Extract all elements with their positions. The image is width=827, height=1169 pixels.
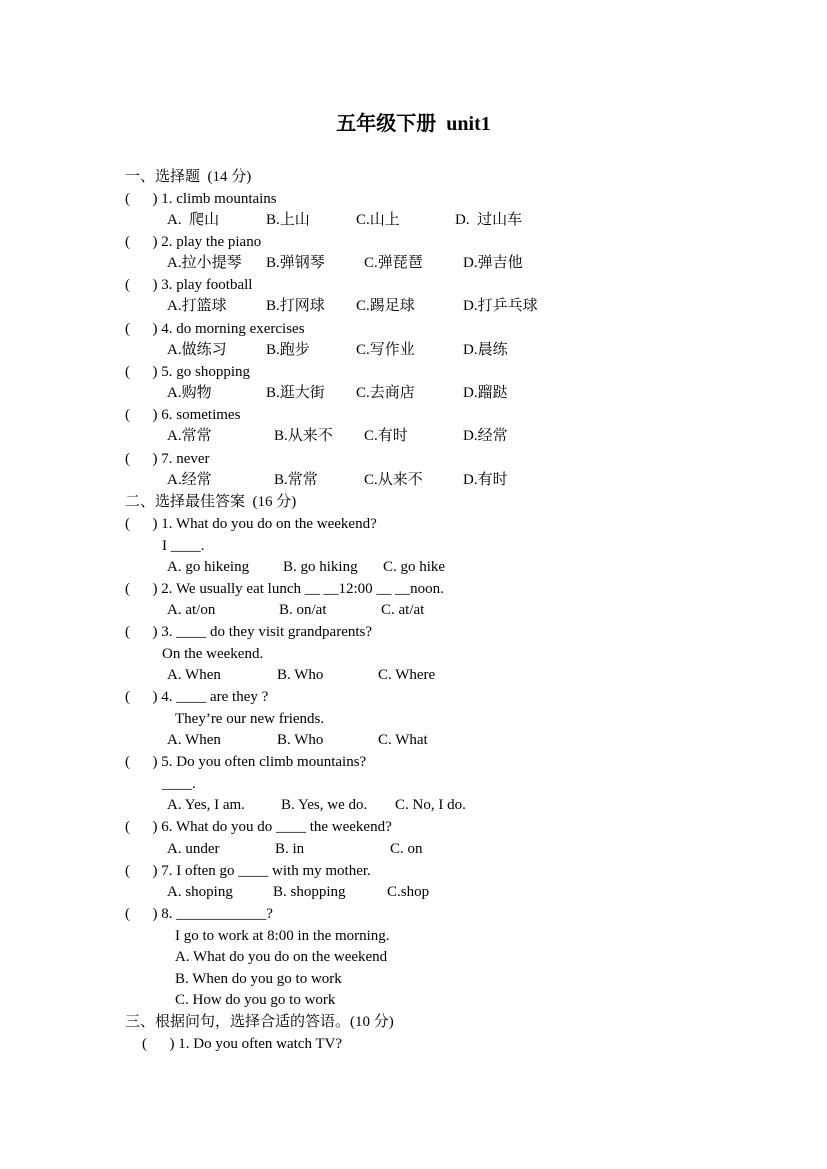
page-title: 五年级下册 unit1 bbox=[336, 113, 491, 135]
option-c: C. What bbox=[378, 732, 428, 748]
option-a: A.拉小提琴 bbox=[167, 255, 242, 271]
option-c: C. No, I do. bbox=[395, 797, 466, 813]
answer-line: I ____. bbox=[162, 538, 205, 554]
question-stem: ( ) 1. climb mountains bbox=[125, 191, 277, 207]
option-b: B. in bbox=[275, 841, 305, 857]
answer-line: ____. bbox=[162, 776, 196, 792]
answer-line: I go to work at 8:00 in the morning. bbox=[175, 928, 390, 944]
section-heading: 二、选择最佳答案 (16 分) bbox=[125, 494, 297, 510]
question-stem: ( ) 6. What do you do ____ the weekend? bbox=[125, 819, 392, 835]
option-c: C.弹琵琶 bbox=[364, 255, 423, 271]
option-a: A.经常 bbox=[167, 472, 212, 488]
option-b: B.跑步 bbox=[266, 342, 310, 358]
option-d: D.晨练 bbox=[463, 342, 508, 358]
option-c: C.有时 bbox=[364, 428, 408, 444]
section-heading: 一、选择题 (14 分) bbox=[125, 169, 252, 185]
question-stem: ( ) 3. ____ do they visit grandparents? bbox=[125, 624, 373, 640]
option-c: C.踢足球 bbox=[356, 298, 415, 314]
option-b: B.上山 bbox=[266, 212, 310, 228]
question-stem: ( ) 4. ____ are they ? bbox=[125, 689, 269, 705]
option-c: C. at/at bbox=[381, 602, 425, 618]
question-stem: ( ) 4. do morning exercises bbox=[125, 321, 305, 337]
option-b: B.逛大街 bbox=[266, 385, 325, 401]
section-heading: 三、根据问句，选择合适的答语。(10 分) bbox=[125, 1014, 394, 1030]
option-d: D.经常 bbox=[463, 428, 508, 444]
option-a: A.做练习 bbox=[167, 342, 227, 358]
option-a: A.常常 bbox=[167, 428, 212, 444]
answer-line: On the weekend. bbox=[162, 646, 264, 662]
option-a: A. under bbox=[167, 841, 220, 857]
question-stem: ( ) 1. Do you often watch TV? bbox=[142, 1036, 343, 1052]
option-b: B. shopping bbox=[273, 884, 346, 900]
question-stem: ( ) 1. What do you do on the weekend? bbox=[125, 516, 377, 532]
question-stem: ( ) 6. sometimes bbox=[125, 407, 241, 423]
option-c: C. go hike bbox=[383, 559, 446, 575]
option-a: A. go hikeing bbox=[167, 559, 250, 575]
option-a: A.购物 bbox=[167, 385, 212, 401]
option-d: D.打乒乓球 bbox=[463, 298, 538, 314]
question-stem: ( ) 7. I often go ____ with my mother. bbox=[125, 863, 371, 879]
option-a: A. 爬山 bbox=[167, 212, 220, 228]
question-stem: ( ) 5. go shopping bbox=[125, 364, 250, 380]
option-a: A. What do you do on the weekend bbox=[175, 949, 388, 965]
question-stem: ( ) 3. play football bbox=[125, 277, 253, 293]
question-stem: ( ) 7. never bbox=[125, 451, 210, 467]
answer-line: They’re our new friends. bbox=[175, 711, 325, 727]
option-c: C.从来不 bbox=[364, 472, 423, 488]
option-a: A. When bbox=[167, 732, 221, 748]
option-b: B. Who bbox=[277, 732, 324, 748]
option-c: C. How do you go to work bbox=[175, 992, 336, 1008]
option-c: C.山上 bbox=[356, 212, 400, 228]
option-a: A. at/on bbox=[167, 602, 216, 618]
option-a: A. shoping bbox=[167, 884, 233, 900]
question-stem: ( ) 2. play the piano bbox=[125, 234, 262, 250]
option-b: B.从来不 bbox=[274, 428, 333, 444]
question-stem: ( ) 5. Do you often climb mountains? bbox=[125, 754, 367, 770]
option-b: B. Who bbox=[277, 667, 324, 683]
option-d: D. 过山车 bbox=[455, 212, 523, 228]
option-a: A.打篮球 bbox=[167, 298, 227, 314]
option-b: B. When do you go to work bbox=[175, 971, 342, 987]
option-a: A. When bbox=[167, 667, 221, 683]
option-c: C.写作业 bbox=[356, 342, 415, 358]
option-b: B.常常 bbox=[274, 472, 318, 488]
option-c: C.shop bbox=[387, 884, 430, 900]
question-stem: ( ) 8. ____________? bbox=[125, 906, 273, 922]
option-d: D.有时 bbox=[463, 472, 508, 488]
option-b: B. go hiking bbox=[283, 559, 358, 575]
option-c: C. on bbox=[390, 841, 423, 857]
option-a: A. Yes, I am. bbox=[167, 797, 245, 813]
option-c: C.去商店 bbox=[356, 385, 415, 401]
question-stem: ( ) 2. We usually eat lunch __ __12:00 __ __noon. bbox=[125, 581, 444, 597]
option-b: B.打网球 bbox=[266, 298, 325, 314]
option-d: D.蹓跶 bbox=[463, 385, 508, 401]
option-d: D.弹吉他 bbox=[463, 255, 523, 271]
option-b: B. Yes, we do. bbox=[281, 797, 368, 813]
option-c: C. Where bbox=[378, 667, 436, 683]
option-b: B.弹钢琴 bbox=[266, 255, 325, 271]
option-b: B. on/at bbox=[279, 602, 327, 618]
